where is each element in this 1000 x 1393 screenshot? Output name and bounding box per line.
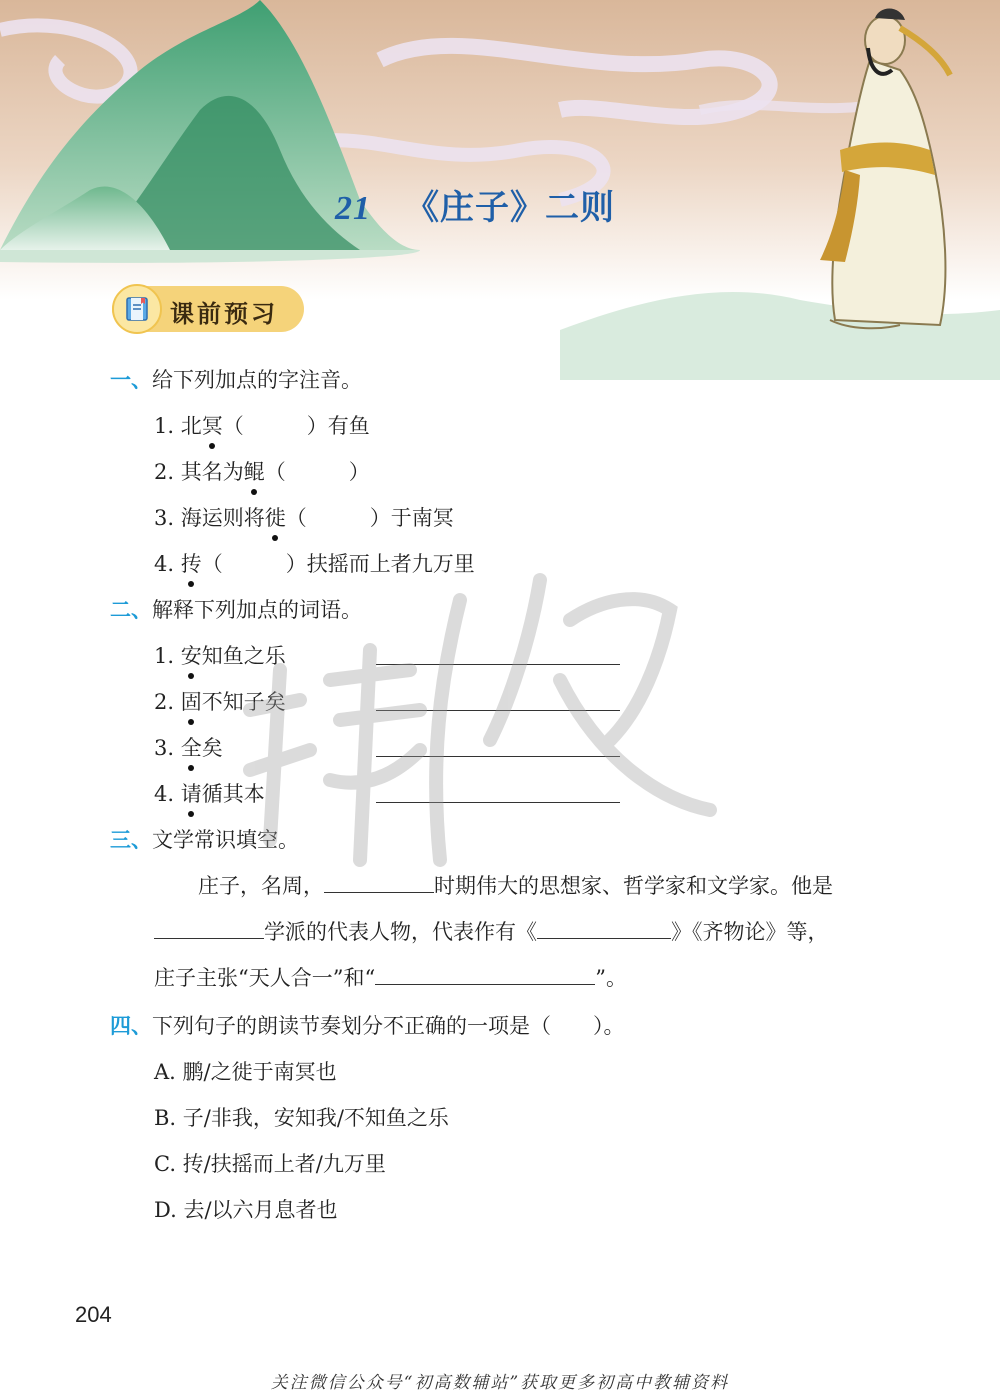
q3-line-2: [154, 916, 829, 946]
text-fragment: 学派的代表人物，代表作有《: [264, 920, 537, 944]
option-a[interactable]: A. 鹏/之徙于南冥也: [154, 1060, 337, 1084]
item-suffix: （ ）: [264, 460, 370, 484]
page-number: 204: [75, 1302, 112, 1327]
book-icon: [112, 284, 162, 334]
option-b[interactable]: B. 子/非我，安知我/不知鱼之乐: [154, 1106, 449, 1130]
text-fragment: 庄子，名周，: [198, 874, 324, 898]
emphasized-char: 全: [181, 732, 202, 762]
item-suffix: （ ）于南冥: [285, 506, 454, 530]
lesson-title: [335, 180, 615, 229]
answer-blank[interactable]: [376, 756, 620, 757]
section-mark: 三、: [110, 828, 152, 852]
lesson-number: 21: [335, 190, 371, 227]
footer-note: 关注微信公众号“初高数辅站”获取更多初高中教辅资料: [270, 1373, 730, 1393]
text-fragment: 时期伟大的思想家、哲学家和文学家。他是: [434, 874, 833, 898]
item-suffix: （ ）扶摇而上者九万里: [201, 552, 475, 576]
section-1-heading: [110, 364, 362, 394]
item-prefix: 2.: [154, 690, 181, 714]
section-4-heading: [110, 1010, 625, 1040]
section-mark: 二、: [110, 598, 152, 622]
option-c[interactable]: C. 抟/扶摇而上者/九万里: [154, 1152, 386, 1176]
emphasized-char: 冥: [202, 410, 223, 440]
emphasized-char: 抟: [181, 548, 202, 578]
answer-blank[interactable]: [376, 802, 620, 803]
item-prefix: 1.: [154, 644, 181, 668]
preview-badge: [112, 286, 304, 332]
fill-blank[interactable]: [537, 920, 671, 939]
item-prefix: 3.: [154, 736, 181, 760]
text-fragment: 庄子主张“天人合一”和“: [154, 966, 376, 990]
item-prefix: 1. 北: [154, 414, 202, 438]
section-text: 解释下列加点的词语。: [152, 598, 362, 622]
section-text: 给下列加点的字注音。: [152, 368, 362, 392]
q2-item-3: [154, 732, 223, 762]
text-fragment: 》《齐物论》等，: [671, 920, 829, 944]
option-d[interactable]: D. 去/以六月息者也: [154, 1198, 338, 1222]
emphasized-char: 请: [181, 778, 202, 808]
q1-item-4: [154, 548, 475, 578]
q1-item-1: [154, 410, 370, 440]
q3-line-1: [198, 870, 833, 900]
q2-item-2: [154, 686, 286, 716]
answer-blank[interactable]: [376, 710, 620, 711]
section-2-heading: [110, 594, 362, 624]
q1-item-3: [154, 502, 454, 532]
q3-line-3: [154, 962, 627, 992]
q1-item-2: [154, 456, 370, 486]
section-text: 文学常识填空。: [152, 828, 299, 852]
item-suffix: （ ）有鱼: [222, 414, 370, 438]
item-suffix: 不知子矣: [201, 690, 286, 714]
item-prefix: 3. 海运则将: [154, 506, 265, 530]
fill-blank[interactable]: [324, 874, 434, 893]
q2-item-4: [154, 778, 265, 808]
section-3-heading: [110, 824, 299, 854]
emphasized-char: 安: [181, 640, 202, 670]
section-text: 下列句子的朗读节奏划分不正确的一项是（ ）。: [152, 1014, 625, 1038]
lesson-title-text: 《庄子》二则: [405, 188, 615, 228]
text-fragment: ”。: [595, 966, 627, 990]
item-suffix: 知鱼之乐: [201, 644, 286, 668]
item-prefix: 4.: [154, 552, 181, 576]
fill-blank[interactable]: [154, 920, 264, 939]
emphasized-char: 徙: [265, 502, 286, 532]
q2-item-1: [154, 640, 286, 670]
answer-blank[interactable]: [376, 664, 620, 665]
item-suffix: 矣: [201, 736, 223, 760]
section-mark: 四、: [110, 1014, 152, 1038]
emphasized-char: 鲲: [244, 456, 265, 486]
badge-label: 课前预习: [170, 300, 278, 328]
item-suffix: 循其本: [201, 782, 265, 806]
fill-blank[interactable]: [375, 966, 595, 985]
item-prefix: 4.: [154, 782, 181, 806]
section-mark: 一、: [110, 368, 152, 392]
item-prefix: 2. 其名为: [154, 460, 244, 484]
emphasized-char: 固: [181, 686, 202, 716]
